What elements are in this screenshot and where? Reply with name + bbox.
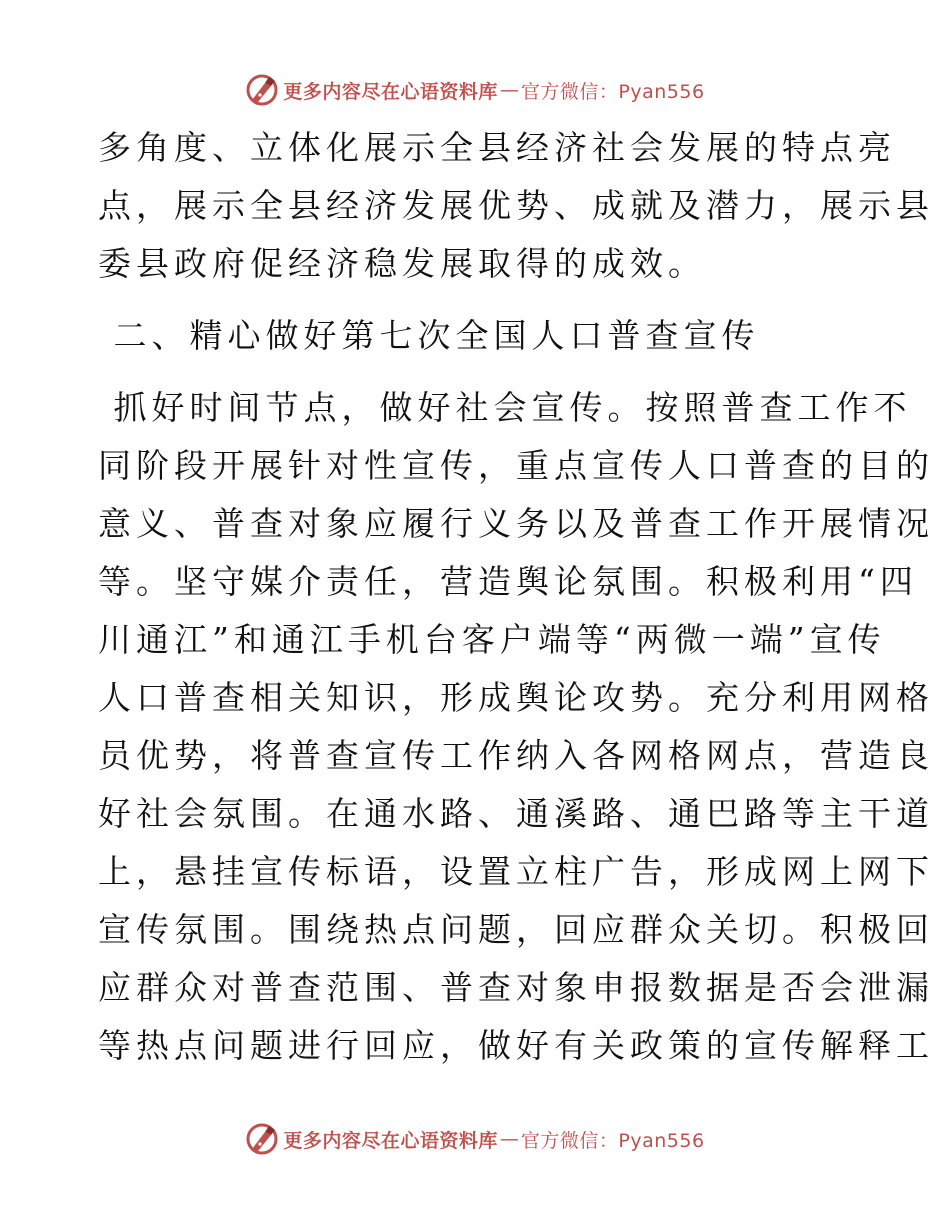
section-heading [98,307,858,365]
watermark-brand-text: 更多内容尽在心语资料库 [283,1129,498,1152]
heading-text: 二、精心做好第七次全国人口普查宣传 [98,316,760,355]
watermark-contact-text: 官方微信：Pyan556 [520,1129,705,1152]
watermark-separator: — [499,79,519,101]
text-line: 点，展示全县经济发展优势、成就及潜力，展示县 [98,186,934,225]
text-line: 好社会氛围。在通水路、通溪路、通巴路等主干道 [98,794,934,833]
watermark-separator: — [499,1128,519,1150]
text-line: 人口普查相关知识，形成舆论攻势。充分利用网格 [98,678,934,717]
document-body [98,119,934,1075]
footer-watermark [0,1119,950,1159]
watermark-contact-text: 官方微信：Pyan556 [520,80,705,103]
pen-nib-logo-icon [245,73,279,107]
text-line: 应群众对普查范围、普查对象申报数据是否会泄漏 [98,968,934,1007]
text-line: 等热点问题进行回应，做好有关政策的宣传解释工 [98,1026,934,1065]
text-line: 等。坚守媒介责任，营造舆论氛围。积极利用“四 [98,562,918,601]
text-line: 同阶段开展针对性宣传，重点宣传人口普查的目的 [98,446,934,485]
text-line: 宣传氛围。围绕热点问题，回应群众关切。积极回 [98,910,934,949]
header-watermark [0,70,950,110]
watermark-brand-text: 更多内容尽在心语资料库 [283,80,498,103]
text-line: 委县政府促经济稳发展取得的成效。 [98,244,706,283]
text-line: 川通江”和通江手机台客户端等“两微一端”宣传 [98,620,886,659]
paragraph-intro [98,119,934,293]
text-line: 抓好时间节点，做好社会宣传。按照普查工作不 [98,388,912,427]
paragraph-census-publicity [98,379,934,1075]
text-line: 员优势，将普查宣传工作纳入各网格网点，营造良 [98,736,934,775]
pen-nib-logo-icon [245,1122,279,1156]
text-line: 意义、普查对象应履行义务以及普查工作开展情况 [98,504,934,543]
text-line: 多角度、立体化展示全县经济社会发展的特点亮 [98,128,896,167]
text-line: 上，悬挂宣传标语，设置立柱广告，形成网上网下 [98,852,934,891]
